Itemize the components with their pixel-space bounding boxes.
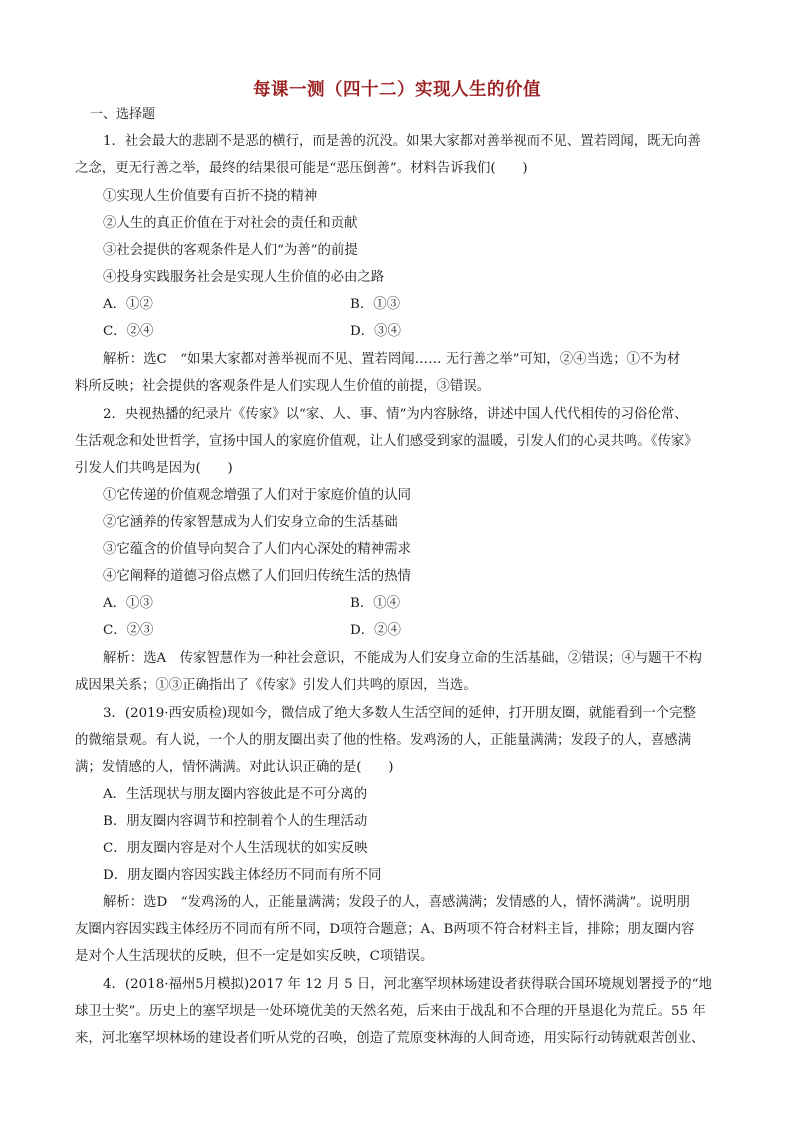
q1-stem-line: 之念，更无行善之举，最终的结果很可能是“恶压倒善”。材料告诉我们( ) — [75, 161, 528, 176]
q4-stem-line: 来，河北塞罕坝林场的建设者们听从党的召唤，创造了荒原变林海的人间奇迹，用实际行动铸就艰苦创业、 — [75, 1031, 705, 1046]
q1-item: ②人生的真正价值在于对社会的责任和贡献 — [103, 216, 358, 231]
q1-analysis-line: 料所反映；社会提供的客观条件是人们实现人生价值的前提，③错误。 — [75, 379, 491, 394]
q2-option-c: C．②③ — [103, 623, 154, 638]
q2-option-d: D．②④ — [350, 623, 401, 638]
section-heading: 一、选择题 — [90, 107, 156, 122]
q1-option-d: D．③④ — [350, 324, 401, 339]
q2-option-b: B．①④ — [350, 596, 401, 611]
q1-item: ④投身实践服务社会是实现人生价值的必由之路 — [103, 270, 385, 285]
q4-stem-line: 4．(2018·福州5月模拟)2017 年 12 月 5 日，河北塞罕坝林场建设者获得联合国环境规划署授予的“地 — [103, 977, 712, 992]
q1-item: ①实现人生价值要有百折不挠的精神 — [103, 189, 318, 204]
q2-stem-line: 引发人们共鸣是因为( ) — [75, 461, 233, 476]
q2-stem-line: 生活观念和处世哲学，宣扬中国人的家庭价值观，让人们感受到家的温暖，引发人们的心灵共鸣。《传家》 — [75, 434, 698, 449]
page-title: 每课一测（四十二）实现人生的价值 — [253, 80, 541, 100]
q3-stem-line: 的微缩景观。有人说，一个人的朋友圈出卖了他的性格。发鸡汤的人，正能量满满；发段子的人，喜感满 — [75, 733, 691, 748]
q3-stem-line: 3．(2019·西安质检)现如今，微信成了绝大多数人生活空间的延伸，打开朋友圈，就能看到一个完整 — [103, 706, 696, 721]
q1-stem-line: 1．社会最大的悲剧不是恶的横行，而是善的沉没。如果大家都对善举视而不见、置若罔闻，既无向善 — [103, 134, 701, 149]
q2-item: ①它传递的价值观念增强了人们对于家庭价值的认同 — [103, 488, 411, 503]
q3-option-a: A．生活现状与朋友圈内容彼此是不可分离的 — [103, 787, 368, 802]
q3-analysis-line: 是对个人生活现状的反映，但不一定是如实反映，C项错误。 — [75, 949, 434, 964]
q1-option-b: B．①③ — [350, 297, 401, 312]
q1-item: ③社会提供的客观条件是人们“为善”的前提 — [103, 243, 358, 258]
q4-stem-line: 球卫士奖”。历史上的塞罕坝是一处环境优美的天然名苑，后来由于战乱和不合理的开垦退化为荒丘。55 年 — [75, 1004, 706, 1019]
q2-item: ④它阐释的道德习俗点燃了人们回归传统生活的热情 — [103, 569, 411, 584]
q2-analysis-line: 解析：选A 传家智慧作为一种社会意识，不能成为人们安身立命的生活基础，②错误；④与题干不构 — [103, 651, 702, 666]
q3-analysis-line: 解析：选D “发鸡汤的人，正能量满满；发段子的人，喜感满满；发情感的人，情怀满满”。说明朋 — [103, 895, 690, 910]
q3-option-b: B．朋友圈内容调节和控制着个人的生理活动 — [103, 814, 368, 829]
q3-option-c: C．朋友圈内容是对个人生活现状的如实反映 — [103, 841, 368, 856]
q2-stem-line: 2．央视热播的纪录片《传家》以“家、人、事、情”为内容脉络，讲述中国人代代相传的习俗伦常、 — [103, 407, 688, 422]
q2-analysis-line: 成因果关系；①③正确指出了《传家》引发人们共鸣的原因，当选。 — [75, 678, 477, 693]
q2-item: ②它涵养的传家智慧成为人们安身立命的生活基础 — [103, 515, 398, 530]
q1-option-a: A．①② — [103, 297, 153, 312]
q3-stem-line: 满；发情感的人，情怀满满。对此认识正确的是( ) — [75, 760, 394, 775]
q3-analysis-line: 友圈内容因实践主体经历不同而有所不同，D项符合题意；A、B两项不符合材料主旨，排除；朋友圈内容 — [75, 922, 695, 937]
q2-option-a: A．①③ — [103, 596, 153, 611]
q2-item: ③它蕴含的价值导向契合了人们内心深处的精神需求 — [103, 542, 411, 557]
q3-option-d: D．朋友圈内容因实践主体经历不同而有所不同 — [103, 868, 382, 883]
q1-analysis-line: 解析：选C “如果大家都对善举视而不见、置若罔闻…… 无行善之举”可知，②④当选；①不为材 — [103, 352, 681, 367]
q1-option-c: C．②④ — [103, 324, 154, 339]
